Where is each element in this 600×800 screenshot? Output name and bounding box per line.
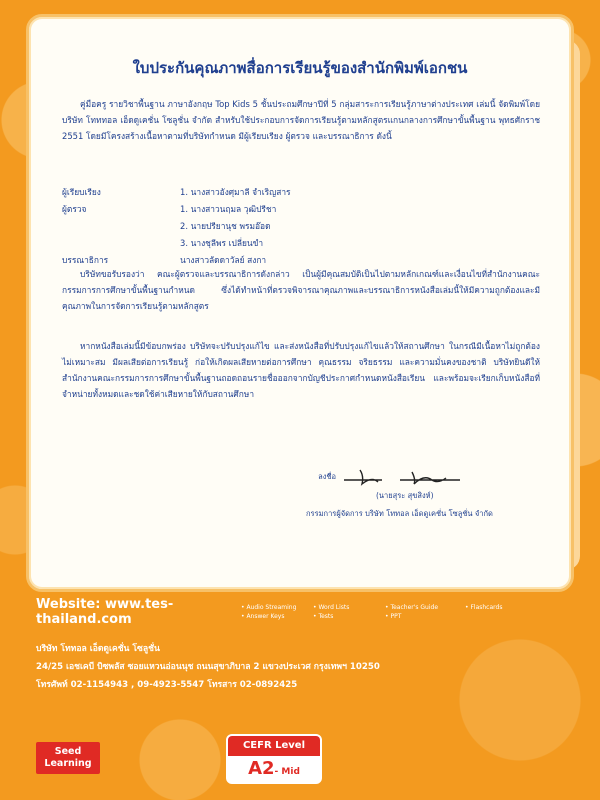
cefr-level: A2 <box>248 758 275 779</box>
signatory-name: (นายสุระ สุขสิงห์) <box>376 491 434 500</box>
signature-label: ลงชื่อ <box>318 472 336 481</box>
seed-learning-logo <box>36 742 100 774</box>
role-label: ผู้เรียบเรียง <box>62 186 101 197</box>
role-name: 1. นางสาวนฤมล วุฒิปรีชา <box>180 203 277 214</box>
role-label: บรรณาธิการ <box>62 254 109 265</box>
role-row <box>62 200 482 217</box>
role-name: 1. นางสาวอังศุมาลี จำเริญสาร <box>180 186 291 197</box>
assurance-paragraph: บริษัทขอรับรองว่า คณะผู้ตรวจและบรรณาธิการดังกล่าว เป็นผู้มีคุณสมบัติเป็นไปตามหลักเกณฑ์และเงื่อนไขที่สำนักงานคณะกรรมการการศึกษาขั้นพื้นฐานกำหนด ซึ่งได้ทำหน้าที่ตรวจพิจารณาคุณภาพและบรรณาธิการหนังสือเล่มนี้ให้มีความถูกต้องและมีคุณภาพในการจัดการเรียนรู้ตามหลักสูตร <box>62 269 540 311</box>
liability-paragraph: หากหนังสือเล่มนี้มีข้อบกพร่อง บริษัทจะปรับปรุงแก้ไข และส่งหนังสือที่ปรับปรุงแก้ไขแล้วให้สถานศึกษา ในกรณีมีเนื้อหาไม่ถูกต้อง ไม่เหมาะสม มีผลเสียต่อการเรียนรู้ ก่อให้เกิดผลเสียหายต่อการศึกษา คุณธรรม จริยธรรม และความมั่นคงของชาติ บริษัทยินดีให้สำนักงานคณะกรรมการการศึกษาขั้นพื้นฐานถอดถอนรายชื่อออกจากบัญชีประกาศกำหนดหนังสือเรียน และพร้อมจะเรียกเก็บหนังสือที่จำหน่ายทั้งหมดและชดใช้ค่าเสียหายให้กับสถานศึกษา <box>62 341 540 399</box>
page-title: ใบประกันคุณภาพสื่อการเรียนรู้ของสำนักพิมพ์เอกชน <box>132 59 468 77</box>
website-link[interactable]: Website: www.tes-thailand.com <box>36 597 174 627</box>
role-name: 2. นายปรียานุช พรมอ๊อด <box>180 220 271 231</box>
company-phone: โทรศัพท์ 02-1154943 , 09-4923-5547 โทรสาร 02-0892425 <box>36 680 298 690</box>
role-row <box>62 183 482 200</box>
feature-item: • Teacher's Guide <box>385 604 465 611</box>
company-address: 24/25 เอชเคบี บิซพลัส ซอยแหวนอ่อนนุช ถนนสุขาภิบาล 2 แขวงประเวศ กรุงเทพฯ 10250 <box>36 662 380 672</box>
contributors-list <box>62 183 482 268</box>
role-name: 3. นางชุลีพร เปลี่ยนขำ <box>180 237 264 248</box>
company-info <box>36 640 556 694</box>
role-row <box>62 234 482 251</box>
logo-line: Seed <box>54 746 82 757</box>
intro-paragraph: คู่มือครู รายวิชาพื้นฐาน ภาษาอังกฤษ Top Kids 5 ชั้นประถมศึกษาปีที่ 5 กลุ่มสาระการเรียนรู้ภาษาต่างประเทศ เล่มนี้ จัดพิมพ์โดย บริษัท โทททอล เอ็ดดูเคชั่น โซลูชั่น จำกัด สำหรับใช้ประกอบการจัดการเรียนรู้ตามหลักสูตรแกนกลางการศึกษาขั้นพื้นฐาน พุทธศักราช 2551 โดยมีโครงสร้างเนื้อหาตามที่บริษัทกำหนด มีผู้เรียบเรียง ผู้ตรวจ และบรรณาธิการ ดังนี้ <box>62 99 540 141</box>
feature-item: • Tests <box>313 613 385 620</box>
feature-item: • Answer Keys <box>241 613 313 620</box>
feature-item: • Word Lists <box>313 604 385 611</box>
cefr-label: CEFR Level <box>228 736 320 756</box>
company-name: บริษัท โททอล เอ็ดดูเคชั่น โซลูชั่น <box>36 644 160 654</box>
feature-item: • Audio Streaming <box>241 604 313 611</box>
role-row <box>62 217 482 234</box>
signature-block <box>300 466 560 520</box>
logo-line: Learning <box>44 758 92 769</box>
signature-icon <box>342 466 462 488</box>
cefr-sublevel: - Mid <box>274 767 300 777</box>
website-bar <box>26 597 574 627</box>
feature-list <box>241 604 535 620</box>
cefr-badge <box>226 734 322 784</box>
signature-line <box>300 466 560 488</box>
signatory-position: กรรมการผู้จัดการ บริษัท โททอล เอ็ดดูเคชั่น โซลูชั่น จำกัด <box>306 509 493 518</box>
cefr-level-box <box>228 756 320 782</box>
role-label: ผู้ตรวจ <box>62 203 87 214</box>
feature-item: • PPT <box>385 613 465 620</box>
role-name: นางสาวลัดดาวัลย์ สงกา <box>180 254 267 265</box>
feature-item: • Flashcards <box>465 604 535 611</box>
